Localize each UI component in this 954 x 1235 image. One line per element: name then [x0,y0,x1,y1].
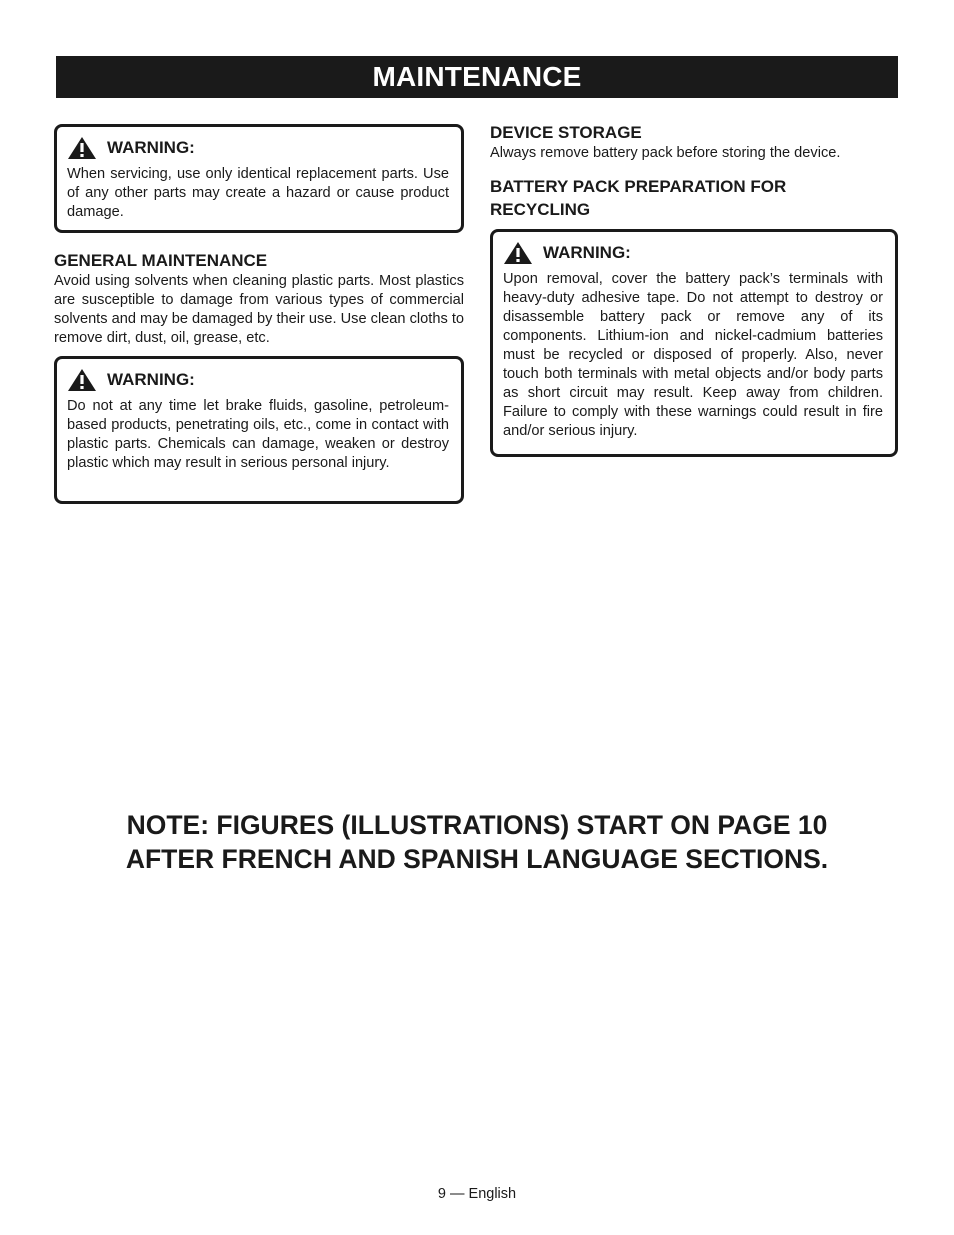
warning-header [67,367,449,393]
battery-recycling-heading: BATTERY PACK PREPARATION FOR RECYCLING [490,177,787,219]
warning-box-replacement-parts [54,124,464,233]
right-column [490,121,898,457]
page-footer: 9 — English [437,1186,517,1202]
warning-triangle-icon [503,241,533,265]
warning-text: Do not at any time let brake fluids, gasoline, petroleum-based products, penetrating oils, etc., come in contact with plastic parts. Chemicals can damage, weaken or destroy plastic which may result in serious personal injury. [67,398,449,471]
figures-note-line1: NOTE: FIGURES (ILLUSTRATIONS) START ON PAGE 10 [126,810,828,840]
general-maintenance-section [54,249,464,348]
left-column [54,124,464,504]
figures-note [0,808,954,876]
warning-text: Upon removal, cover the battery pack’s terminals with heavy-duty adhesive tape. Do not attempt to destroy or disassemble battery pack or remove any of its components. Lithium-ion and nickel-cadmium batteries must be recycled or disposed of properly. Also, never touch both terminals with metal objects and/or body parts as short circuit may result. Keep away from children. Failure to comply with these warnings could result in fire and/or serious injury. [503,271,883,439]
warning-box-chemicals [54,356,464,504]
warning-triangle-icon [67,368,97,392]
warning-box-battery [490,229,898,457]
device-storage-heading: DEVICE STORAGE [490,123,642,142]
page-title: MAINTENANCE [372,61,582,92]
warning-triangle-icon [67,136,97,160]
warning-header [503,240,883,266]
warning-label: WARNING: [107,370,195,389]
warning-header [67,135,449,161]
general-maintenance-heading: GENERAL MAINTENANCE [54,251,268,270]
device-storage-text: Always remove battery pack before storing the device. [490,145,841,161]
warning-label: WARNING: [107,138,195,157]
battery-recycling-section [490,175,898,221]
general-maintenance-text: Avoid using solvents when cleaning plastic parts. Most plastics are susceptible to damage from various types of commercial solvents and may be damaged by their use. Use clean cloths to remove dirt, dust, oil, grease, etc. [54,273,464,346]
warning-text: When servicing, use only identical replacement parts. Use of any other parts may create a hazard or cause product damage. [67,166,449,220]
section-header-bar [56,56,898,98]
device-storage-section [490,121,898,163]
figures-note-line2: AFTER FRENCH AND SPANISH LANGUAGE SECTIONS. [125,844,829,874]
warning-label: WARNING: [543,243,631,262]
